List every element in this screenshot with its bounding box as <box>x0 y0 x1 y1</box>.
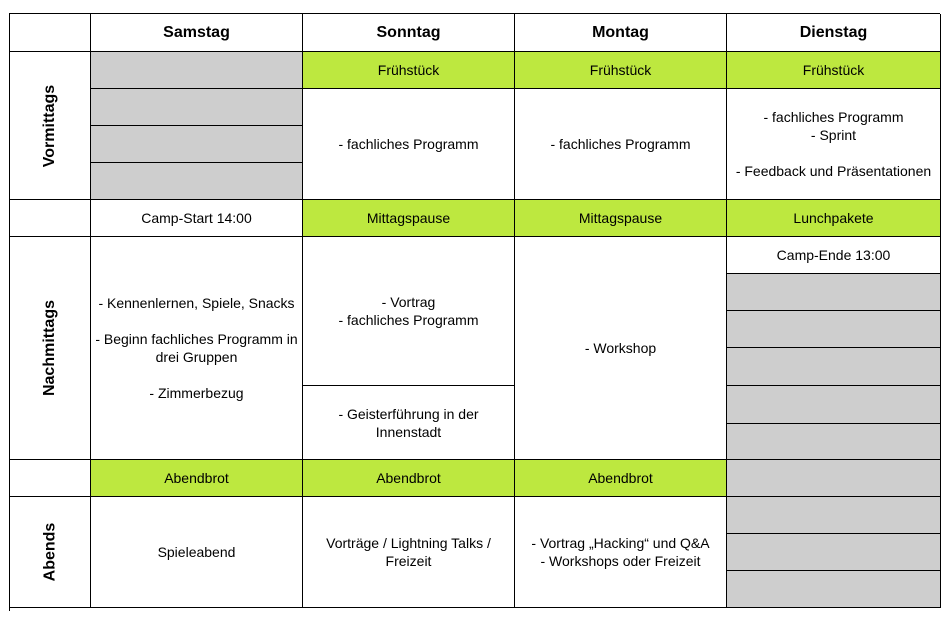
tuesday-lunch: Lunchpakete <box>727 200 941 237</box>
sunday-breakfast: Frühstück <box>303 52 515 89</box>
section-label-morning <box>10 52 91 200</box>
monday-dinner: Abendbrot <box>515 460 727 497</box>
saturday-afternoon-item: - Zimmerbezug <box>149 385 244 401</box>
section-label-evening <box>10 497 91 608</box>
monday-afternoon: - Workshop <box>515 237 727 460</box>
sunday-morning: - fachliches Programm <box>303 89 515 200</box>
saturday-afternoon <box>91 237 303 460</box>
sunday-afternoon: - Vortrag - fachliches Programm <box>303 237 515 386</box>
day-header-monday: Montag <box>515 14 727 52</box>
empty-slot <box>727 311 941 348</box>
section-label-evening-text: Abends <box>40 522 58 582</box>
tuesday-morning-item: - Feedback und Präsentationen <box>735 163 932 179</box>
monday-breakfast: Frühstück <box>515 52 727 89</box>
sunday-ghost-tour: - Geisterführung in der Innenstadt <box>303 386 515 460</box>
monday-morning: - fachliches Programm <box>515 89 727 200</box>
empty-slot <box>727 460 941 497</box>
saturday-afternoon-item: - Kennenlernen, Spiele, Snacks <box>98 295 295 311</box>
empty-slot <box>727 497 941 534</box>
monday-evening: - Vortrag „Hacking“ und Q&A - Workshops oder Freizeit <box>515 497 727 608</box>
sunday-lunch: Mittagspause <box>303 200 515 237</box>
tuesday-camp-end: Camp-Ende 13:00 <box>727 237 941 274</box>
day-header-tuesday: Dienstag <box>727 14 941 52</box>
monday-lunch: Mittagspause <box>515 200 727 237</box>
empty-slot <box>91 163 303 200</box>
empty-slot <box>727 274 941 311</box>
saturday-camp-start: Camp-Start 14:00 <box>91 200 303 237</box>
empty-slot <box>727 534 941 571</box>
section-label-afternoon-text: Nachmittags <box>41 299 58 397</box>
side-empty-lunch <box>10 200 91 237</box>
empty-slot <box>727 386 941 424</box>
day-header-saturday: Samstag <box>91 14 303 52</box>
day-header-sunday: Sonntag <box>303 14 515 52</box>
empty-slot <box>727 571 941 608</box>
saturday-evening: Spieleabend <box>91 497 303 608</box>
sunday-evening: Vorträge / Lightning Talks / Freizeit <box>303 497 515 608</box>
empty-slot <box>91 89 303 126</box>
side-empty-dinner <box>10 460 91 497</box>
section-label-afternoon <box>10 237 91 460</box>
corner-cell <box>10 14 91 52</box>
empty-slot <box>727 424 941 460</box>
sunday-dinner: Abendbrot <box>303 460 515 497</box>
saturday-afternoon-item: - Beginn fachliches Programm in drei Gruppen <box>95 331 298 365</box>
empty-slot <box>91 52 303 89</box>
saturday-dinner: Abendbrot <box>91 460 303 497</box>
tuesday-morning-item: - fachliches Programm - Sprint <box>763 109 904 143</box>
schedule-table <box>9 13 940 611</box>
tuesday-morning <box>727 89 941 200</box>
section-label-morning-text: Vormittags <box>41 84 59 167</box>
empty-slot <box>727 348 941 386</box>
tuesday-breakfast: Frühstück <box>727 52 941 89</box>
empty-slot <box>91 126 303 163</box>
